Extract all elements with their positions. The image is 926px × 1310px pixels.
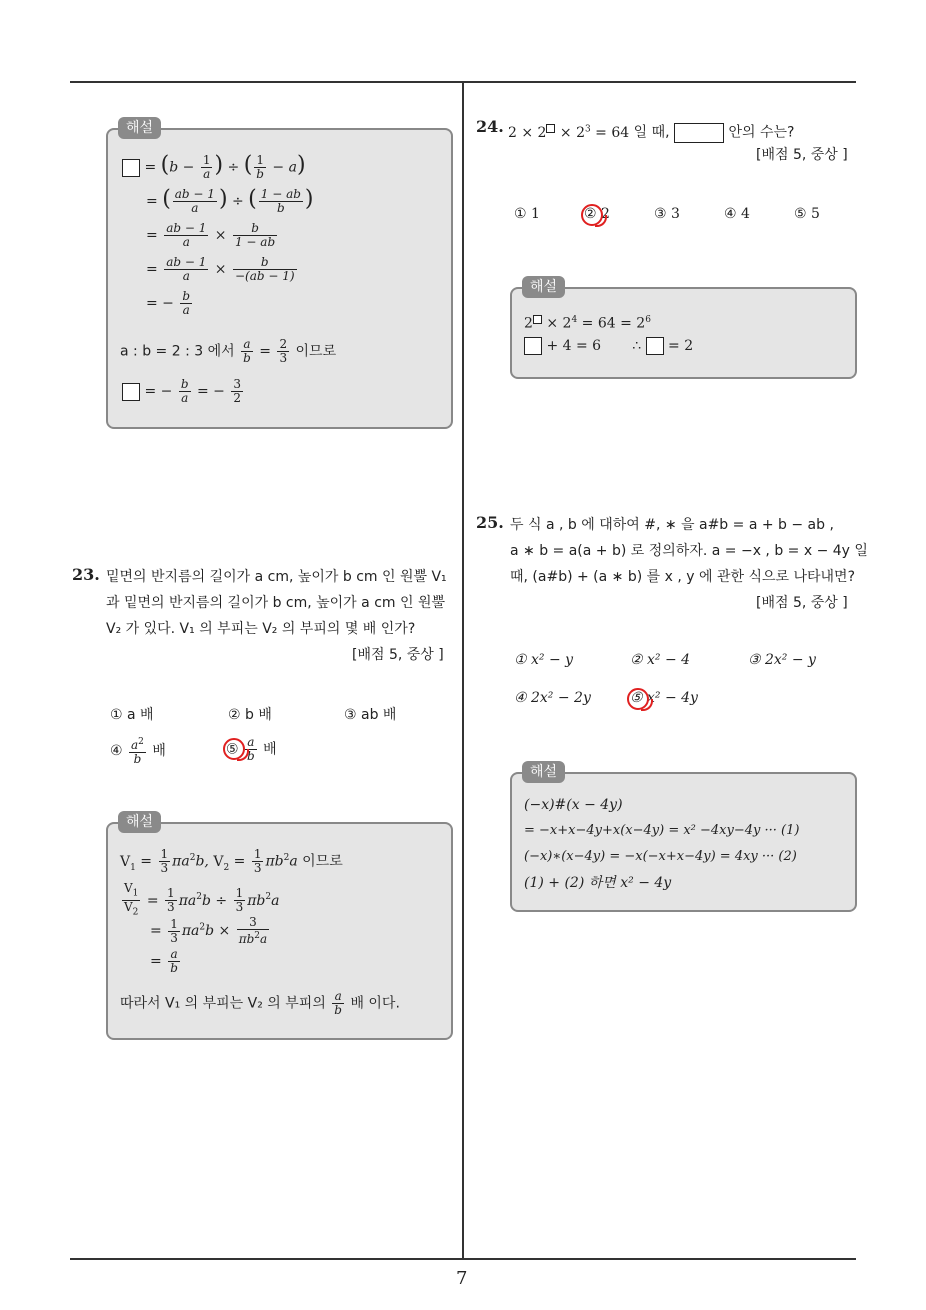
q25-solution-box [510, 764, 857, 912]
q24-choice-4[interactable]: ④ 4 [724, 206, 750, 222]
q23-sol-line2: $\frac{V_1}{V_2}$ = $\frac{1}{3}$ $\pi a^2b$ ÷ $\frac{1}{3}$ $\pi b^2a$ [124, 881, 280, 918]
q25-stem-line2: a ∗ b = a(a + b) 로 정의하자. a = −x , b = x − 4y 일 [510, 543, 868, 559]
q25-sol-line1: (−x)#(x − 4y) [524, 797, 623, 813]
q25-choice-3[interactable]: ③ 2x² − y [748, 652, 816, 668]
q22-ratio-line: a : b = 2 : 3 에서 $\frac{a}{b}$ = $\frac{2}{3}$ 이므로 [120, 337, 337, 365]
q24-choice-3[interactable]: ③ 3 [654, 206, 680, 222]
solution-badge: 해설 [118, 811, 161, 833]
q23-score: [배점 5, 중상 ] [352, 647, 444, 663]
q24-number: 24. [476, 117, 504, 136]
q23-stem-line2: 과 밑면의 반지름의 길이가 b cm, 높이가 a cm 인 원뿔 [106, 595, 445, 611]
q23-stem-line1: 밑면의 반지름의 길이가 a cm, 높이가 b cm 인 원뿔 V₁ [106, 569, 447, 585]
q23-choice-1[interactable]: ① a 배 [110, 707, 154, 723]
q22-step3: = $\frac{ab - 1}{a}$ × $\frac{b}{1 - ab}$ [146, 221, 276, 249]
q25-sol-line3: (−x)∗(x−4y) = −x(−x+x−4y) = 4xy ··· (2) [524, 849, 797, 864]
q25-stem-line3: 때, (a#b) + (a ∗ b) 를 x , y 에 관한 식으로 나타내면? [510, 569, 856, 585]
q25-score: [배점 5, 중상 ] [756, 595, 848, 611]
q25-answer-mark [627, 688, 649, 710]
bottom-rule [70, 1258, 856, 1260]
q25-stem-line1: 두 식 a , b 에 대하여 #, ∗ 을 a#b = a + b − ab , [510, 517, 834, 533]
q24-score: [배점 5, 중상 ] [756, 147, 848, 163]
q22-step4: = $\frac{ab - 1}{a}$ × $\frac{b}{-(ab - 1)}$ [146, 255, 295, 283]
q25-choice-5[interactable]: ⑤ x² − 4y [630, 690, 698, 706]
q23-sol-line3: = $\frac{1}{3}$ $\pi a^2b$ × $\frac{3}{\pi b^2a}$ [150, 915, 268, 946]
q24-choice-2[interactable]: ② 2 [584, 206, 610, 222]
q23-stem-line3: V₂ 가 있다. V₁ 의 부피는 V₂ 의 부피의 몇 배 인가? [106, 621, 416, 637]
q23-choice-2[interactable]: ② b 배 [228, 707, 272, 723]
solution-badge: 해설 [118, 117, 161, 139]
q24-sol-line1: $2 \times 2^4 = 64 = 2^6$ [524, 315, 651, 332]
q23-answer-mark [223, 738, 245, 760]
q23-choice-3[interactable]: ③ ab 배 [344, 707, 397, 723]
solution-badge: 해설 [522, 276, 565, 298]
q23-sol-conclusion: 따라서 V₁ 의 부피는 V₂ 의 부피의 $\frac{a}{b}$ 배 이다. [120, 989, 400, 1017]
q25-number: 25. [476, 513, 504, 532]
q23-sol-line1: $V_1$ = $\frac{1}{3}$ $\pi a^2b$, $V_2$ = $\frac{1}{3}$ $\pi b^2a$ 이므로 [120, 847, 343, 875]
q24-choice-1[interactable]: ① 1 [514, 206, 540, 222]
q25-choice-4[interactable]: ④ 2x² − 2y [514, 690, 591, 706]
q22-step2: = ( $\frac{ab - 1}{a}$ ) ÷ ( $\frac{1 - ab}{b}$ ) [146, 186, 314, 215]
q25-sol-line4: (1) + (2) 하면 x² − 4y [524, 875, 672, 891]
q24-sol-line2: + 4 = 6 ∴ = 2 [524, 337, 693, 355]
q25-choice-2[interactable]: ② x² − 4 [630, 652, 691, 668]
q24-choice-5[interactable]: ⑤ 5 [794, 206, 820, 222]
q23-sol-line4: = $\frac{a}{b}$ [150, 947, 178, 975]
q22-step1: = (b − $\frac{1}{a}$ ) ÷ ( $\frac{1}{b}$ − a) [122, 154, 306, 181]
q23-choice-4[interactable]: ④ $\frac{a^2}{b}$ 배 [110, 737, 166, 766]
solution-badge: 해설 [522, 761, 565, 783]
q22-solution-box [106, 120, 453, 429]
q24-solution-box [510, 279, 857, 379]
q24-answer-mark [581, 204, 603, 226]
q23-number: 23. [72, 565, 100, 584]
q22-step5: = − $\frac{b}{a}$ [146, 289, 191, 317]
q23-solution-box [106, 814, 453, 1040]
q23-choice-5[interactable]: ⑤ $\frac{a}{b}$ 배 [226, 735, 277, 763]
column-divider [462, 82, 464, 1259]
q24-stem: $2 \times 2 \times 2^3 = 64$ 일 때, 안의 수는? [508, 124, 795, 141]
q22-answer-line: = − $\frac{b}{a}$ = − $\frac{3}{2}$ [122, 378, 245, 405]
q25-sol-line2: = −x+x−4y+x(x−4y) = x² −4xy−4y ··· (1) [524, 823, 800, 838]
page-number: 7 [456, 1268, 468, 1289]
q25-choice-1[interactable]: ① x² − y [514, 652, 574, 668]
